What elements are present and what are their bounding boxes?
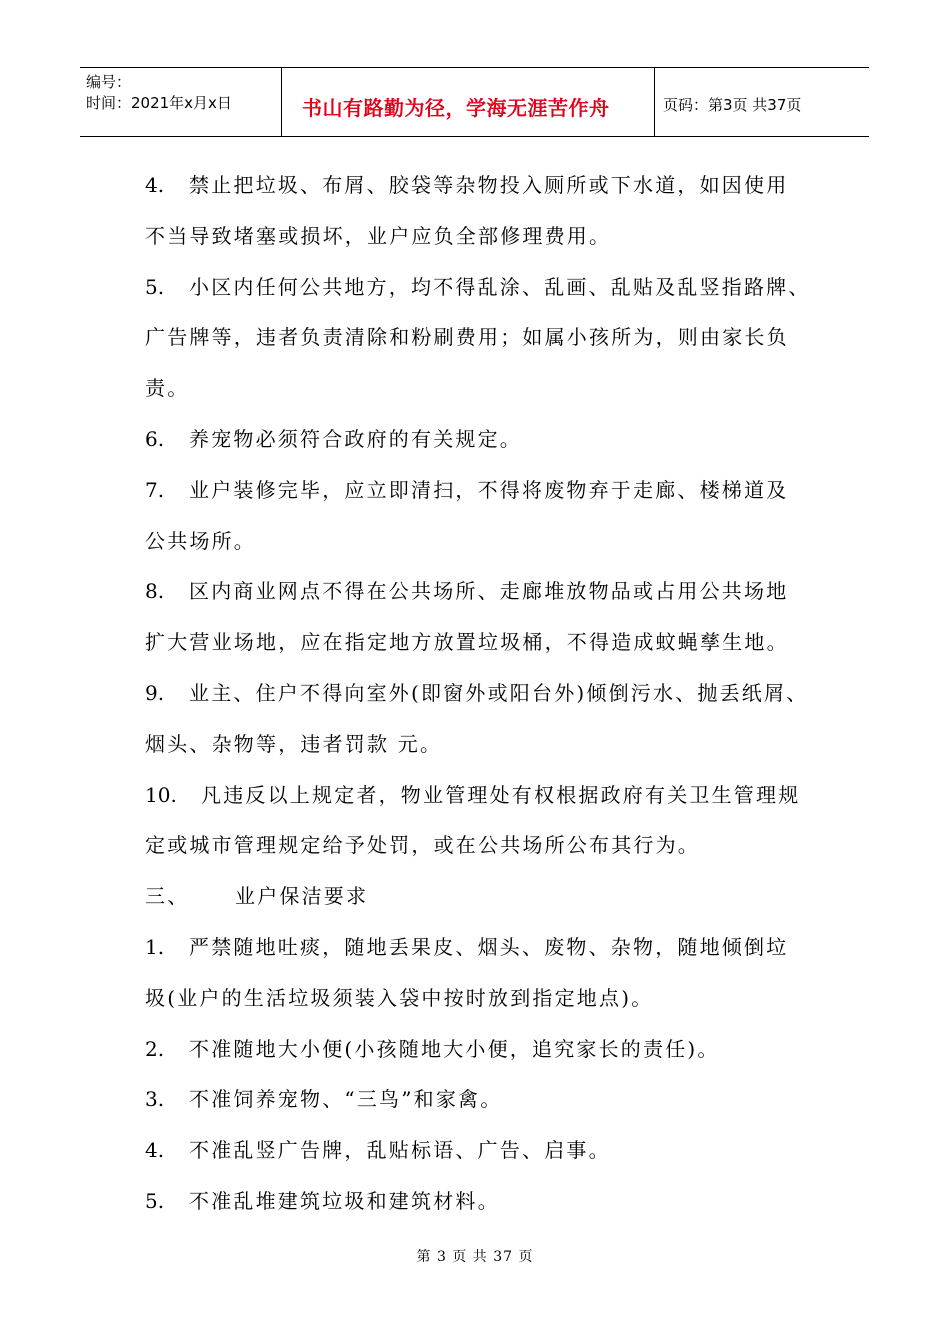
item-text: 公共场所。: [145, 528, 256, 553]
item-number: 9.: [145, 680, 165, 705]
text-line: [145, 524, 825, 575]
item-number: 1.: [145, 934, 165, 959]
item-text: 圾(业户的生活垃圾须装入袋中按时放到指定地点)。: [145, 985, 654, 1010]
item-number: 8.: [145, 579, 165, 604]
item-text: 凡违反以上规定者，物业管理处有权根据政府有关卫生管理规: [201, 782, 801, 807]
text-line: [145, 676, 825, 727]
text-line: [145, 1032, 825, 1083]
item-number: 10.: [145, 782, 177, 807]
header-meta-cell: [80, 68, 282, 136]
document-header: [80, 67, 869, 137]
document-body: [145, 168, 825, 1235]
page-number-label: 页码：第3页 共37页: [663, 96, 802, 114]
serial-label: 编号：: [86, 73, 132, 91]
item-text: 养宠物必须符合政府的有关规定。: [189, 426, 522, 451]
item-number: 2.: [145, 1036, 165, 1061]
text-line: [145, 219, 825, 270]
text-line: [145, 1082, 825, 1133]
item-number: 5.: [145, 274, 165, 299]
date-label: 时间：2021年x月x日: [86, 94, 232, 112]
item-number: 3.: [145, 1087, 165, 1112]
item-text: 区内商业网点不得在公共场所、走廊堆放物品或占用公共场地: [189, 579, 789, 604]
text-line: [145, 168, 825, 219]
item-text: 不准乱竖广告牌，乱贴标语、广告、启事。: [189, 1138, 611, 1163]
item-number: 6.: [145, 426, 165, 451]
page-footer: 第 3 页 共 37 页: [416, 1249, 534, 1265]
item-text: 业户装修完毕，应立即清扫，不得将废物弃于走廊、楼梯道及: [189, 477, 789, 502]
header-page-cell: [655, 68, 869, 136]
item-number: 4.: [145, 173, 165, 197]
text-line: [145, 879, 825, 930]
text-line: [145, 1184, 825, 1235]
text-line: [145, 981, 825, 1032]
item-text: 责。: [145, 376, 190, 401]
motto-text: 书山有路勤为径，学海无涯苦作舟: [302, 96, 610, 120]
item-text: 不准饲养宠物、“三鸟”和家禽。: [189, 1087, 503, 1112]
text-line: [145, 828, 825, 879]
item-number: 7.: [145, 477, 165, 502]
text-line: [145, 422, 825, 473]
text-line: [145, 930, 825, 981]
item-text: 小区内任何公共地方，均不得乱涂、乱画、乱贴及乱竖指路牌、: [189, 274, 811, 299]
item-text: 不准乱堆建筑垃圾和建筑材料。: [189, 1188, 500, 1213]
text-line: [145, 371, 825, 422]
item-text: 业主、住户不得向室外(即窗外或阳台外)倾倒污水、抛丢纸屑、: [189, 680, 809, 705]
item-text: 严禁随地吐痰，随地丢果皮、烟头、废物、杂物，随地倾倒垃: [189, 934, 789, 959]
item-number: 5.: [145, 1188, 165, 1213]
text-line: [145, 1133, 825, 1184]
header-motto-cell: [282, 68, 655, 136]
text-line: [145, 473, 825, 524]
text-line: [145, 625, 825, 676]
text-line: [145, 778, 825, 829]
item-number: 4.: [145, 1138, 165, 1163]
text-line: [145, 320, 825, 371]
item-text: 定或城市管理规定给予处罚，或在公共场所公布其行为。: [145, 833, 700, 858]
text-line: [145, 270, 825, 321]
text-line: [145, 574, 825, 625]
item-text: 烟头、杂物等，违者罚款 元。: [145, 731, 443, 756]
item-text: 不准随地大小便(小孩随地大小便，追究家长的责任)。: [189, 1036, 720, 1061]
text-line: [145, 727, 825, 778]
item-text: 扩大营业场地，应在指定地方放置垃圾桶，不得造成蚊蝇孳生地。: [145, 630, 789, 655]
item-text: 广告牌等，违者负责清除和粉刷费用；如属小孩所为，则由家长负: [145, 325, 789, 350]
item-number: 三、: [145, 884, 190, 909]
item-text: 禁止把垃圾、布屑、胶袋等杂物投入厕所或下水道，如因使用: [189, 173, 789, 197]
item-text: 业户保洁要求: [235, 884, 369, 909]
item-text: 不当导致堵塞或损坏，业户应负全部修理费用。: [145, 223, 612, 248]
